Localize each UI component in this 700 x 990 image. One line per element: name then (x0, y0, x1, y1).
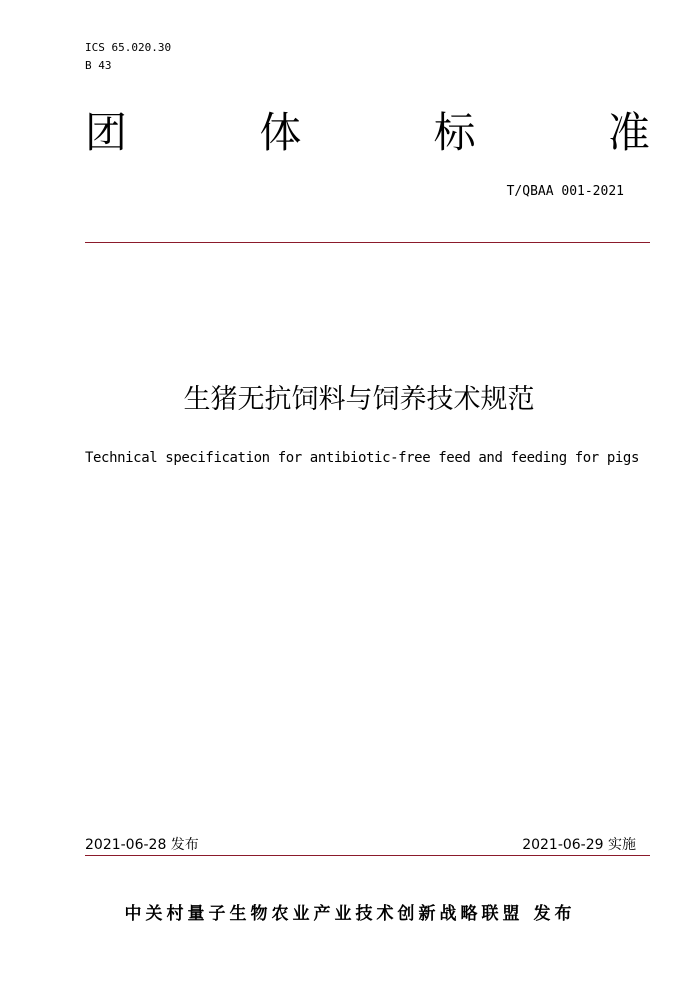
chinese-title: 生猪无抗饲料与饲养技术规范 (183, 384, 535, 415)
ccs-code: B 43 (85, 59, 112, 72)
standard-number: T/QBAA 001-2021 (506, 184, 624, 199)
ics-code: ICS 65.020.30 (85, 41, 172, 54)
document-type-char: 体 (259, 108, 302, 157)
document-type-heading (85, 106, 650, 160)
publish-date: 2021-06-28 发布 (85, 837, 199, 853)
english-title: Technical specification for antibiotic-free feed and feeding for pigs (85, 450, 639, 466)
document-type-char: 准 (607, 108, 650, 157)
publisher-organization: 中关村量子生物农业产业技术创新战略联盟 (124, 904, 524, 924)
bottom-divider (85, 855, 650, 856)
implement-date: 2021-06-29 实施 (522, 837, 636, 853)
publisher-action: 发布 (533, 904, 576, 924)
publisher-line (0, 903, 700, 925)
top-divider (85, 242, 650, 243)
document-type-char: 标 (433, 108, 476, 157)
document-type-char: 团 (85, 108, 128, 157)
